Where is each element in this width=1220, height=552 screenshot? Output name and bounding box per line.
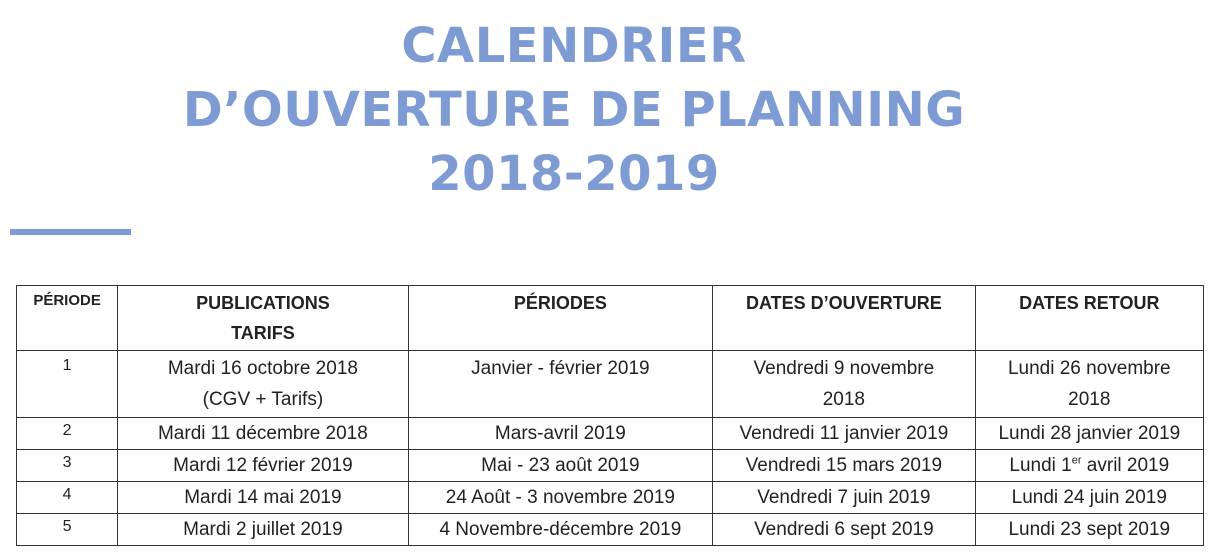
cell-publication: Mardi 14 mai 2019 — [118, 482, 408, 514]
cell-publication-line1: Mardi 16 octobre 2018 — [167, 358, 358, 379]
table-row — [17, 514, 1204, 546]
cell-ouverture — [713, 351, 975, 418]
cell-retour-line2: 2018 — [1068, 389, 1111, 410]
cell-retour-line1: Lundi 26 novembre — [1007, 358, 1171, 379]
table-row — [17, 418, 1204, 450]
cell-ouverture: Vendredi 6 sept 2019 — [713, 514, 975, 546]
cell-retour-sup: er — [1071, 454, 1082, 467]
header-periode: PÉRIODE — [17, 286, 118, 351]
cell-periode: 3 — [17, 450, 118, 482]
cell-retour — [975, 450, 1203, 482]
cell-ouverture: Vendredi 15 mars 2019 — [713, 450, 975, 482]
cell-publication — [118, 351, 408, 418]
table-row — [17, 482, 1204, 514]
header-publications-line1: PUBLICATIONS — [196, 293, 330, 313]
cell-retour: Lundi 24 juin 2019 — [975, 482, 1203, 514]
cell-publication: Mardi 11 décembre 2018 — [118, 418, 408, 450]
cell-ouverture: Vendredi 11 janvier 2019 — [713, 418, 975, 450]
table-header-row — [17, 286, 1204, 351]
cell-publication: Mardi 2 juillet 2019 — [118, 514, 408, 546]
header-dates-retour: DATES RETOUR — [975, 286, 1203, 351]
cell-periodes: 4 Novembre-décembre 2019 — [408, 514, 713, 546]
cell-periodes: Mai - 23 août 2019 — [408, 450, 713, 482]
cell-ouverture-line1: Vendredi 9 novembre — [753, 358, 935, 379]
title-underline-divider — [10, 229, 131, 235]
cell-ouverture-line2: 2018 — [822, 389, 865, 410]
title-line-1: CALENDRIER — [401, 18, 747, 74]
cell-periodes: Janvier - février 2019 — [408, 351, 713, 418]
page-title — [0, 14, 1148, 206]
header-periodes: PÉRIODES — [408, 286, 713, 351]
cell-retour: Lundi 23 sept 2019 — [975, 514, 1203, 546]
cell-retour-post: avril 2019 — [1081, 455, 1170, 476]
cell-periode: 4 — [17, 482, 118, 514]
cell-periodes: 24 Août - 3 novembre 2019 — [408, 482, 713, 514]
cell-periode: 1 — [17, 351, 118, 418]
header-dates-ouverture: DATES D’OUVERTURE — [713, 286, 975, 351]
cell-publication-line2: (CGV + Tarifs) — [202, 389, 324, 410]
title-line-3: 2018-2019 — [428, 146, 720, 202]
title-line-2: D’OUVERTURE DE PLANNING — [182, 82, 966, 138]
cell-periode: 5 — [17, 514, 118, 546]
cell-ouverture: Vendredi 7 juin 2019 — [713, 482, 975, 514]
table-row — [17, 450, 1204, 482]
planning-calendar-table — [16, 285, 1204, 546]
header-publications-line2: TARIFS — [231, 323, 295, 343]
cell-retour: Lundi 28 janvier 2019 — [975, 418, 1203, 450]
table-row — [17, 351, 1204, 418]
cell-retour-pre: Lundi 1 — [1009, 455, 1072, 476]
header-publications — [118, 286, 408, 351]
cell-publication: Mardi 12 février 2019 — [118, 450, 408, 482]
cell-periodes: Mars-avril 2019 — [408, 418, 713, 450]
cell-retour — [975, 351, 1203, 418]
cell-periode: 2 — [17, 418, 118, 450]
